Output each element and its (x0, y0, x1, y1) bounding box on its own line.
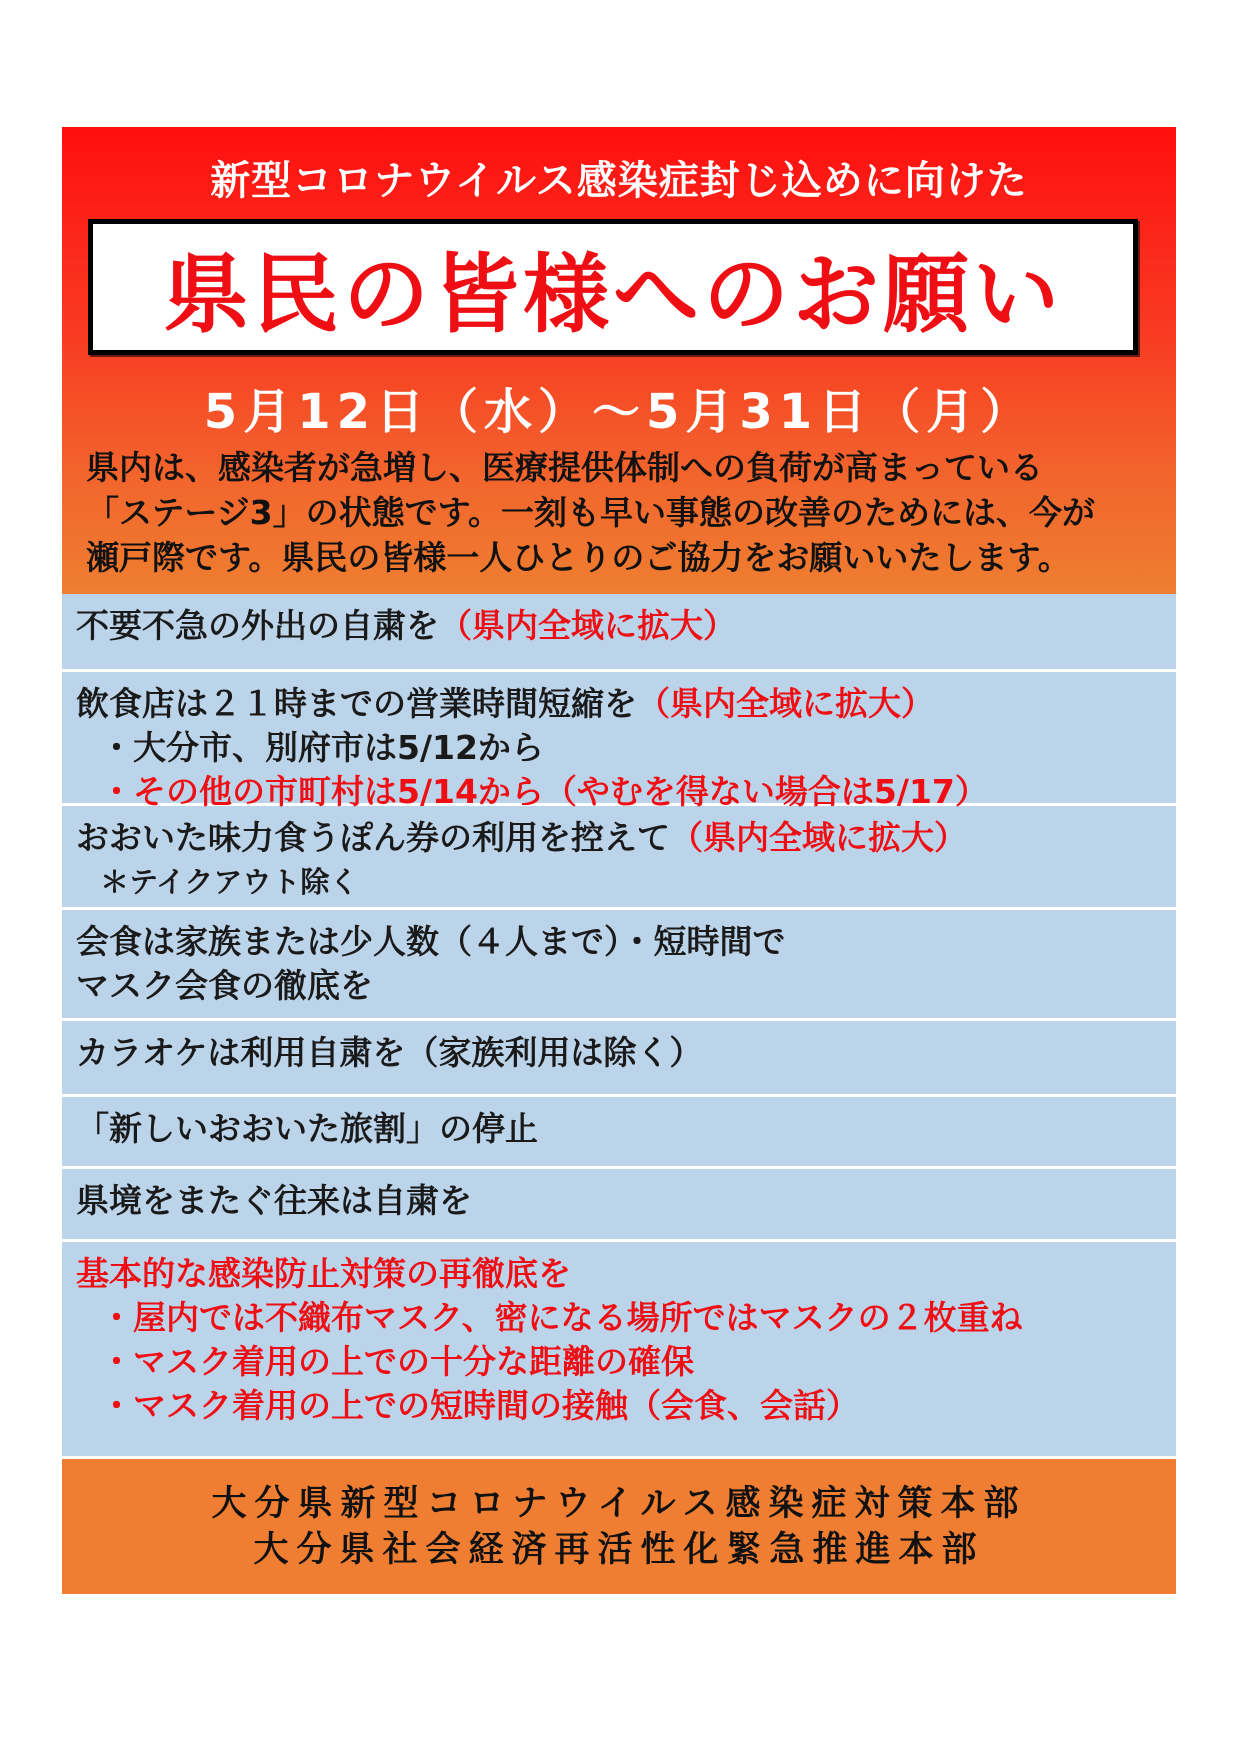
request-item-restaurant (62, 669, 1176, 811)
header-banner (62, 127, 1176, 594)
request-item-outing (62, 594, 1176, 669)
request-text: 「新しいおおいた旅割」の停止 (76, 1109, 538, 1148)
request-text: おおいた味力食うぽん券の利用を控えて（県内全域に拡大） (76, 818, 967, 857)
request-item-karaoke (62, 1018, 1176, 1094)
request-sub-text: ・大分市、別府市は5/12から (100, 728, 544, 767)
subtitle: 新型コロナウイルス感染症封じ込めに向けた (210, 158, 1028, 204)
prevention-bullet: ・マスク着用の上での短時間の接触（会食、会話） (100, 1386, 859, 1425)
request-item-travel (62, 1094, 1176, 1166)
footer-banner (62, 1459, 1176, 1594)
request-note: ＊テイクアウト除く (100, 865, 359, 899)
intro-line: 「ステージ3」の状態です。一刻も早い事態の改善のためには、今が (86, 493, 1096, 532)
request-item-border (62, 1166, 1176, 1239)
expansion-note: （県内全域に拡大） (439, 606, 736, 645)
request-text: カラオケは利用自粛を（家族利用は除く） (76, 1033, 703, 1072)
request-list (62, 594, 1176, 1456)
request-text: マスク会食の徹底を (76, 966, 373, 1005)
intro-line: 瀬戸際です。県民の皆様一人ひとりのご協力をお願いいたします。 (86, 538, 1071, 577)
poster (62, 127, 1176, 1594)
prevention-bullet: ・マスク着用の上での十分な距離の確保 (100, 1342, 694, 1381)
prevention-bullet: ・屋内では不織布マスク、密になる場所ではマスクの２枚重ね (100, 1298, 1023, 1337)
period-dates: 5月12日（水）～5月31日（月） (203, 384, 1035, 440)
intro-text (86, 445, 1152, 580)
request-item-prevention (62, 1239, 1176, 1456)
expansion-note: （県内全域に拡大） (637, 684, 934, 723)
expansion-note: （県内全域に拡大） (670, 818, 967, 857)
intro-line: 県内は、感染者が急増し、医療提供体制への負荷が高まっている (86, 448, 1043, 487)
request-item-dining (62, 907, 1176, 1018)
request-text: 不要不急の外出の自粛を（県内全域に拡大） (76, 606, 736, 645)
footer-organization: 大分県新型コロナウイルス感染症対策本部 (211, 1483, 1027, 1524)
request-text: 県境をまたぐ往来は自粛を (76, 1181, 472, 1220)
request-text: 会食は家族または少人数（４人まで）・短時間で (76, 922, 786, 961)
page-title: 県民の皆様へのお願い (163, 245, 1063, 345)
request-text: 飲食店は２１時までの営業時間短縮を（県内全域に拡大） (76, 684, 934, 723)
title-box (88, 219, 1138, 355)
request-item-coupon (62, 803, 1176, 907)
request-heading: 基本的な感染防止対策の再徹底を (76, 1254, 571, 1293)
footer-organization: 大分県社会経済再活性化緊急推進本部 (253, 1529, 985, 1570)
request-sub-text: ・その他の市町村は5/14から（やむを得ない場合は5/17） (100, 772, 988, 811)
